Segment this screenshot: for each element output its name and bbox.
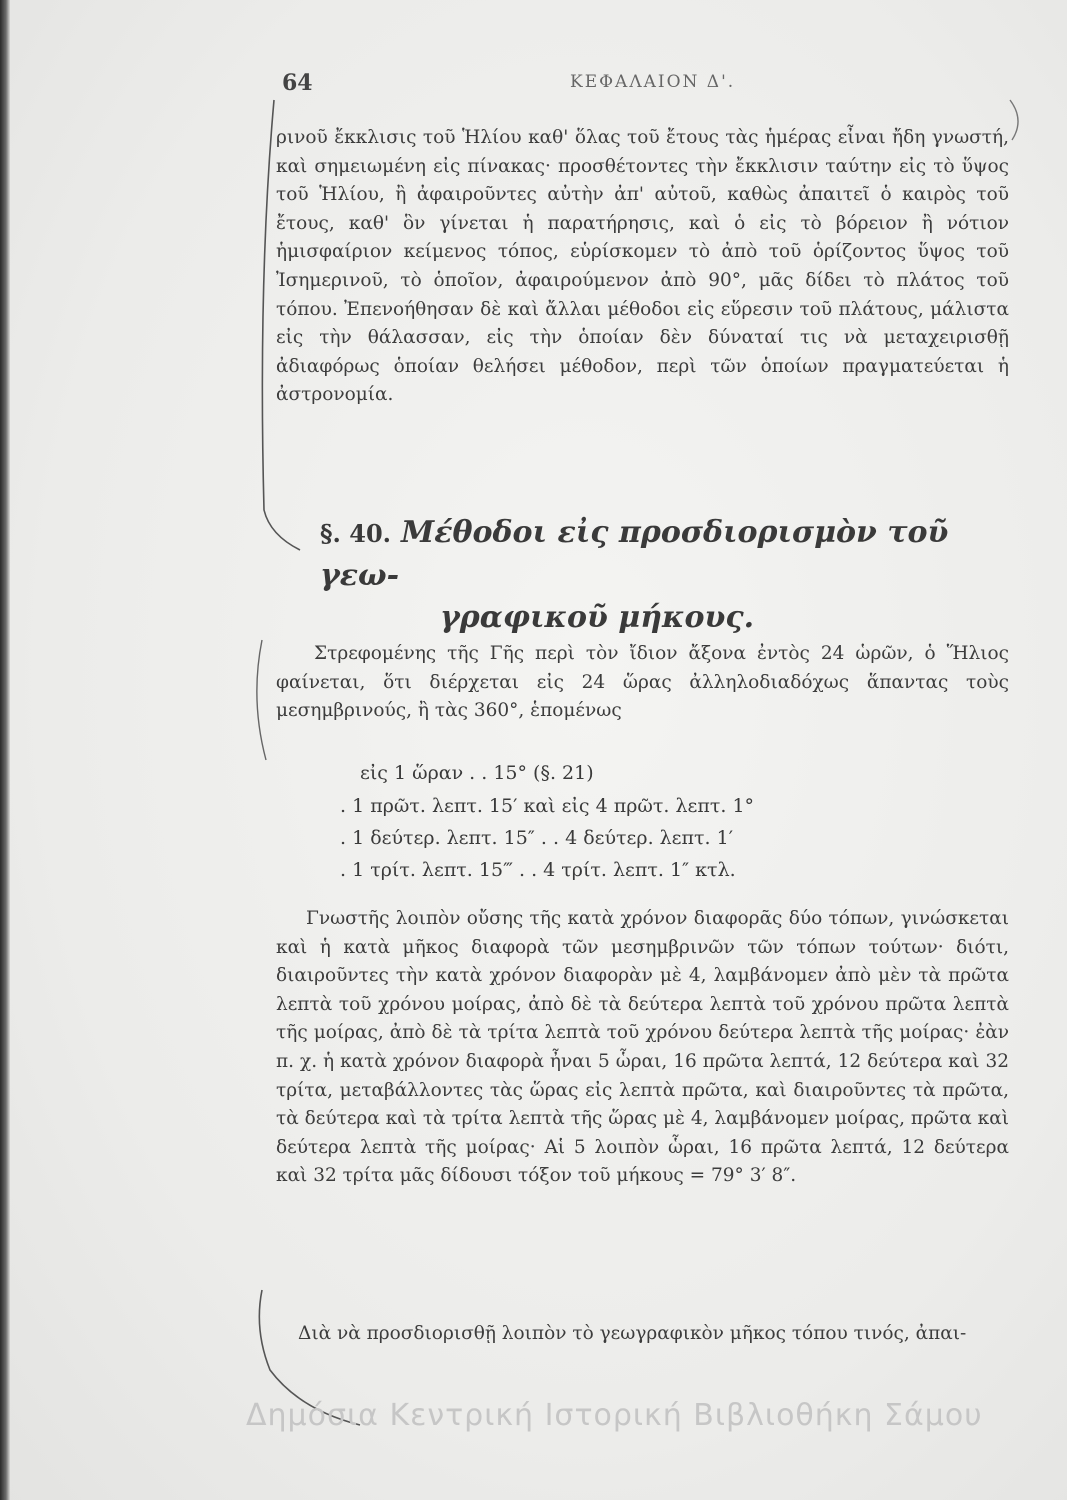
paragraph-1: ρινοῦ ἔκκλισις τοῦ Ἡλίου καθ' ὅλας τοῦ ἔτους τὰς ἡμέρας εἶναι ἤδη γνωστή, καὶ σημειωμένη εἰς πίνακας· προσθέτοντες τὴν ἔκκλισιν ταύτην εἰς τὸ ὕψος τοῦ Ἡλίου, ἢ ἀφαιροῦντες αὐτὴν ἀπ' αὐτοῦ, καθὼς ἀπαιτεῖ ὁ καιρὸς τοῦ ἔτους, καθ' ὃν γίνεται ἡ παρατήρησις, καὶ ὁ εἰς τὸ βόρειον ἢ νότιον ἡμισφαίριον κείμενος τόπος, εὑρίσκομεν τὸ ἀπὸ τοῦ ὁρίζοντος ὕψος τοῦ Ἰσημερινοῦ, τὸ ὁποῖον, ἀφαιρούμενον ἀπὸ 90°, μᾶς δίδει τὸ πλάτος τοῦ τόπου. Ἐπενοήθησαν δὲ καὶ ἄλλαι μέθοδοι εἰς εὕρεσιν τοῦ πλάτους, μάλιστα εἰς τὴν θάλασσαν, εἰς τὴν ὁποίαν δὲν δύναταί τις νὰ μεταχειρισθῇ ἀδιαφόρως ὁποίαν θελήσει μέθοδον, περὶ τῶν ὁποίων πραγματεύεται ἡ ἀστρονομία. <box>276 127 1009 406</box>
running-head: ΚΕΦΑΛΑΙΟΝ Δ'. <box>570 72 736 92</box>
book-binding-edge <box>0 0 10 1500</box>
paragraph-3: Γνωστῆς λοιπὸν οὔσης τῆς κατὰ χρόνον διαφορᾶς δύο τόπων, γινώσκεται καὶ ἡ κατὰ μῆκος διαφορὰ τῶν μεσημβρινῶν τῶν τόπων τούτων· διότι, διαιροῦντες τὴν κατὰ χρόνον διαφορὰν μὲ 4, λαμβάνομεν ἀπὸ μὲν τὰ πρῶτα λεπτὰ τοῦ χρόνου μοίρας, ἀπὸ δὲ τὰ δεύτερα λεπτὰ τοῦ χρόνου πρῶτα λεπτὰ τῆς μοίρας, ἀπὸ δὲ τὰ τρίτα λεπτὰ τοῦ χρόνου δεύτερα λεπτὰ τῆς μοίρας· ἐὰν π. χ. ἡ κατὰ χρόνον διαφορὰ ἦναι 5 ὧραι, 16 πρῶτα λεπτά, 12 δεύτερα καὶ 32 τρίτα, μεταβάλλοντες τὰς ὥρας εἰς λεπτὰ πρῶτα, καὶ διαιροῦντες τὰ πρῶτα, τὰ δεύτερα καὶ τὰ τρίτα λεπτὰ τῆς ὥρας μὲ 4, λαμβάνομεν μοίρας, πρῶτα καὶ δεύτερα λεπτὰ τῆς μοίρας· Αἱ 5 λοιπὸν ὧραι, 16 πρῶτα λεπτά, 12 δεύτερα καὶ 32 τρίτα μᾶς δίδουσι τόξον τοῦ μήκους = 79° 3′ 8″. <box>276 908 1009 1187</box>
conversion-row: . 1 πρῶτ. λεπτ. 15′ καὶ εἰς 4 πρῶτ. λεπτ. 1° <box>340 795 755 817</box>
paragraph-4: Διὰ νὰ προσδιορισθῇ λοιπὸν τὸ γεωγραφικὸν μῆκος τόπου τινός, ἀπαι- <box>298 1323 967 1344</box>
library-watermark: Δημόσια Κεντρική Ιστορική Βιβλιοθήκη Σάμου <box>246 1398 983 1433</box>
section-heading <box>320 512 1020 639</box>
paragraph-2: Στρεφομένης τῆς Γῆς περὶ τὸν ἴδιον ἄξονα ἐντὸς 24 ὡρῶν, ὁ Ἥλιος φαίνεται, ὅτι διέρχεται εἰς 24 ὥρας ἀλληλοδιαδόχως ἅπαντας τοὺς μεσημβρινούς, ἢ τὰς 360°, ἑπομένως <box>276 643 1009 722</box>
conversion-row: εἰς 1 ὥραν . . 15° (§. 21) <box>360 762 594 784</box>
section-title-line-2: γραφικοῦ μήκους. <box>440 600 755 635</box>
page-header <box>282 70 1022 100</box>
section-title-line-1: Μέθοδοι εἰς προσδιορισμὸν τοῦ γεω- <box>320 515 949 593</box>
section-number: §. 40. <box>320 519 392 548</box>
conversion-row: . 1 δεύτερ. λεπτ. 15″ . . 4 δεύτερ. λεπτ. 1′ <box>340 827 734 849</box>
page-number: 64 <box>282 70 313 96</box>
conversion-row: . 1 τρίτ. λεπτ. 15‴ . . 4 τρίτ. λεπτ. 1″ κτλ. <box>340 859 736 881</box>
